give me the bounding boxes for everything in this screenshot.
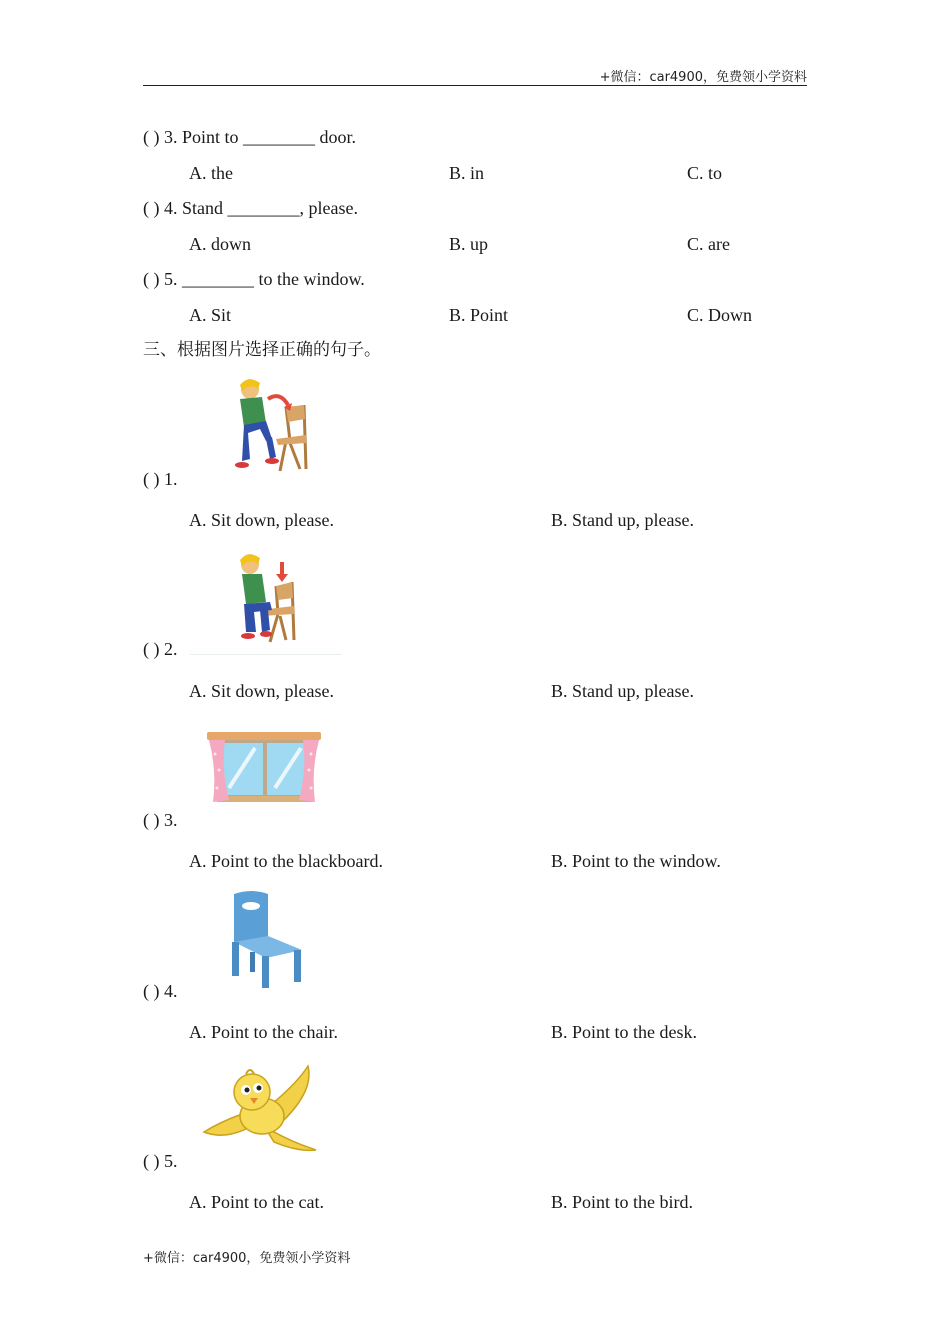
question-5-option-a: A. Sit [189, 305, 232, 325]
question-4-option-c: C. are [687, 234, 730, 254]
picture-question-3-number: ( ) 3. [143, 810, 178, 830]
question-4-option-b: B. up [449, 234, 489, 254]
yellow-bird-icon [202, 1062, 320, 1154]
picture-question-2-option-b: B. Stand up, please. [551, 681, 694, 701]
picture-question-3-option-b: B. Point to the window. [551, 851, 721, 871]
question-5-stem: ( ) 5. ________ to the window. [143, 269, 365, 289]
header-rule [143, 85, 807, 86]
question-5-option-c: C. Down [687, 305, 753, 325]
picture-question-1-option-b: B. Stand up, please. [551, 510, 694, 530]
header-text: +微信：car4900，免费领小学资料 [599, 70, 807, 85]
question-5-option-b: B. Point [449, 305, 509, 325]
picture-baseline [190, 654, 342, 655]
picture-question-4-number: ( ) 4. [143, 981, 178, 1001]
boy-sitting-down-icon [228, 377, 312, 475]
section-3-title: 三、根据图片选择正确的句子。 [143, 340, 381, 360]
picture-question-2-option-a: A. Sit down, please. [189, 681, 334, 701]
boy-sitting-on-chair-icon [230, 552, 300, 646]
picture-question-4-option-b: B. Point to the desk. [551, 1022, 698, 1042]
picture-question-4-option-a: A. Point to the chair. [189, 1022, 338, 1042]
picture-question-3-option-a: A. Point to the blackboard. [189, 851, 383, 871]
question-3-option-c: C. to [687, 163, 723, 183]
footer-text: +微信：car4900，免费领小学资料 [143, 1251, 351, 1266]
picture-question-1-option-a: A. Sit down, please. [189, 510, 334, 530]
picture-question-5-option-a: A. Point to the cat. [189, 1192, 324, 1212]
question-3-option-b: B. in [449, 163, 485, 183]
question-4-option-a: A. down [189, 234, 251, 254]
picture-question-2-number: ( ) 2. [143, 639, 178, 659]
window-icon [205, 730, 323, 806]
question-4-stem: ( ) 4. Stand ________, please. [143, 198, 358, 218]
picture-question-1-number: ( ) 1. [143, 469, 178, 489]
question-3-option-a: A. the [189, 163, 233, 183]
picture-question-5-number: ( ) 5. [143, 1151, 178, 1171]
picture-question-5-option-b: B. Point to the bird. [551, 1192, 694, 1212]
blue-chair-icon [228, 888, 306, 992]
question-3-stem: ( ) 3. Point to ________ door. [143, 127, 357, 147]
